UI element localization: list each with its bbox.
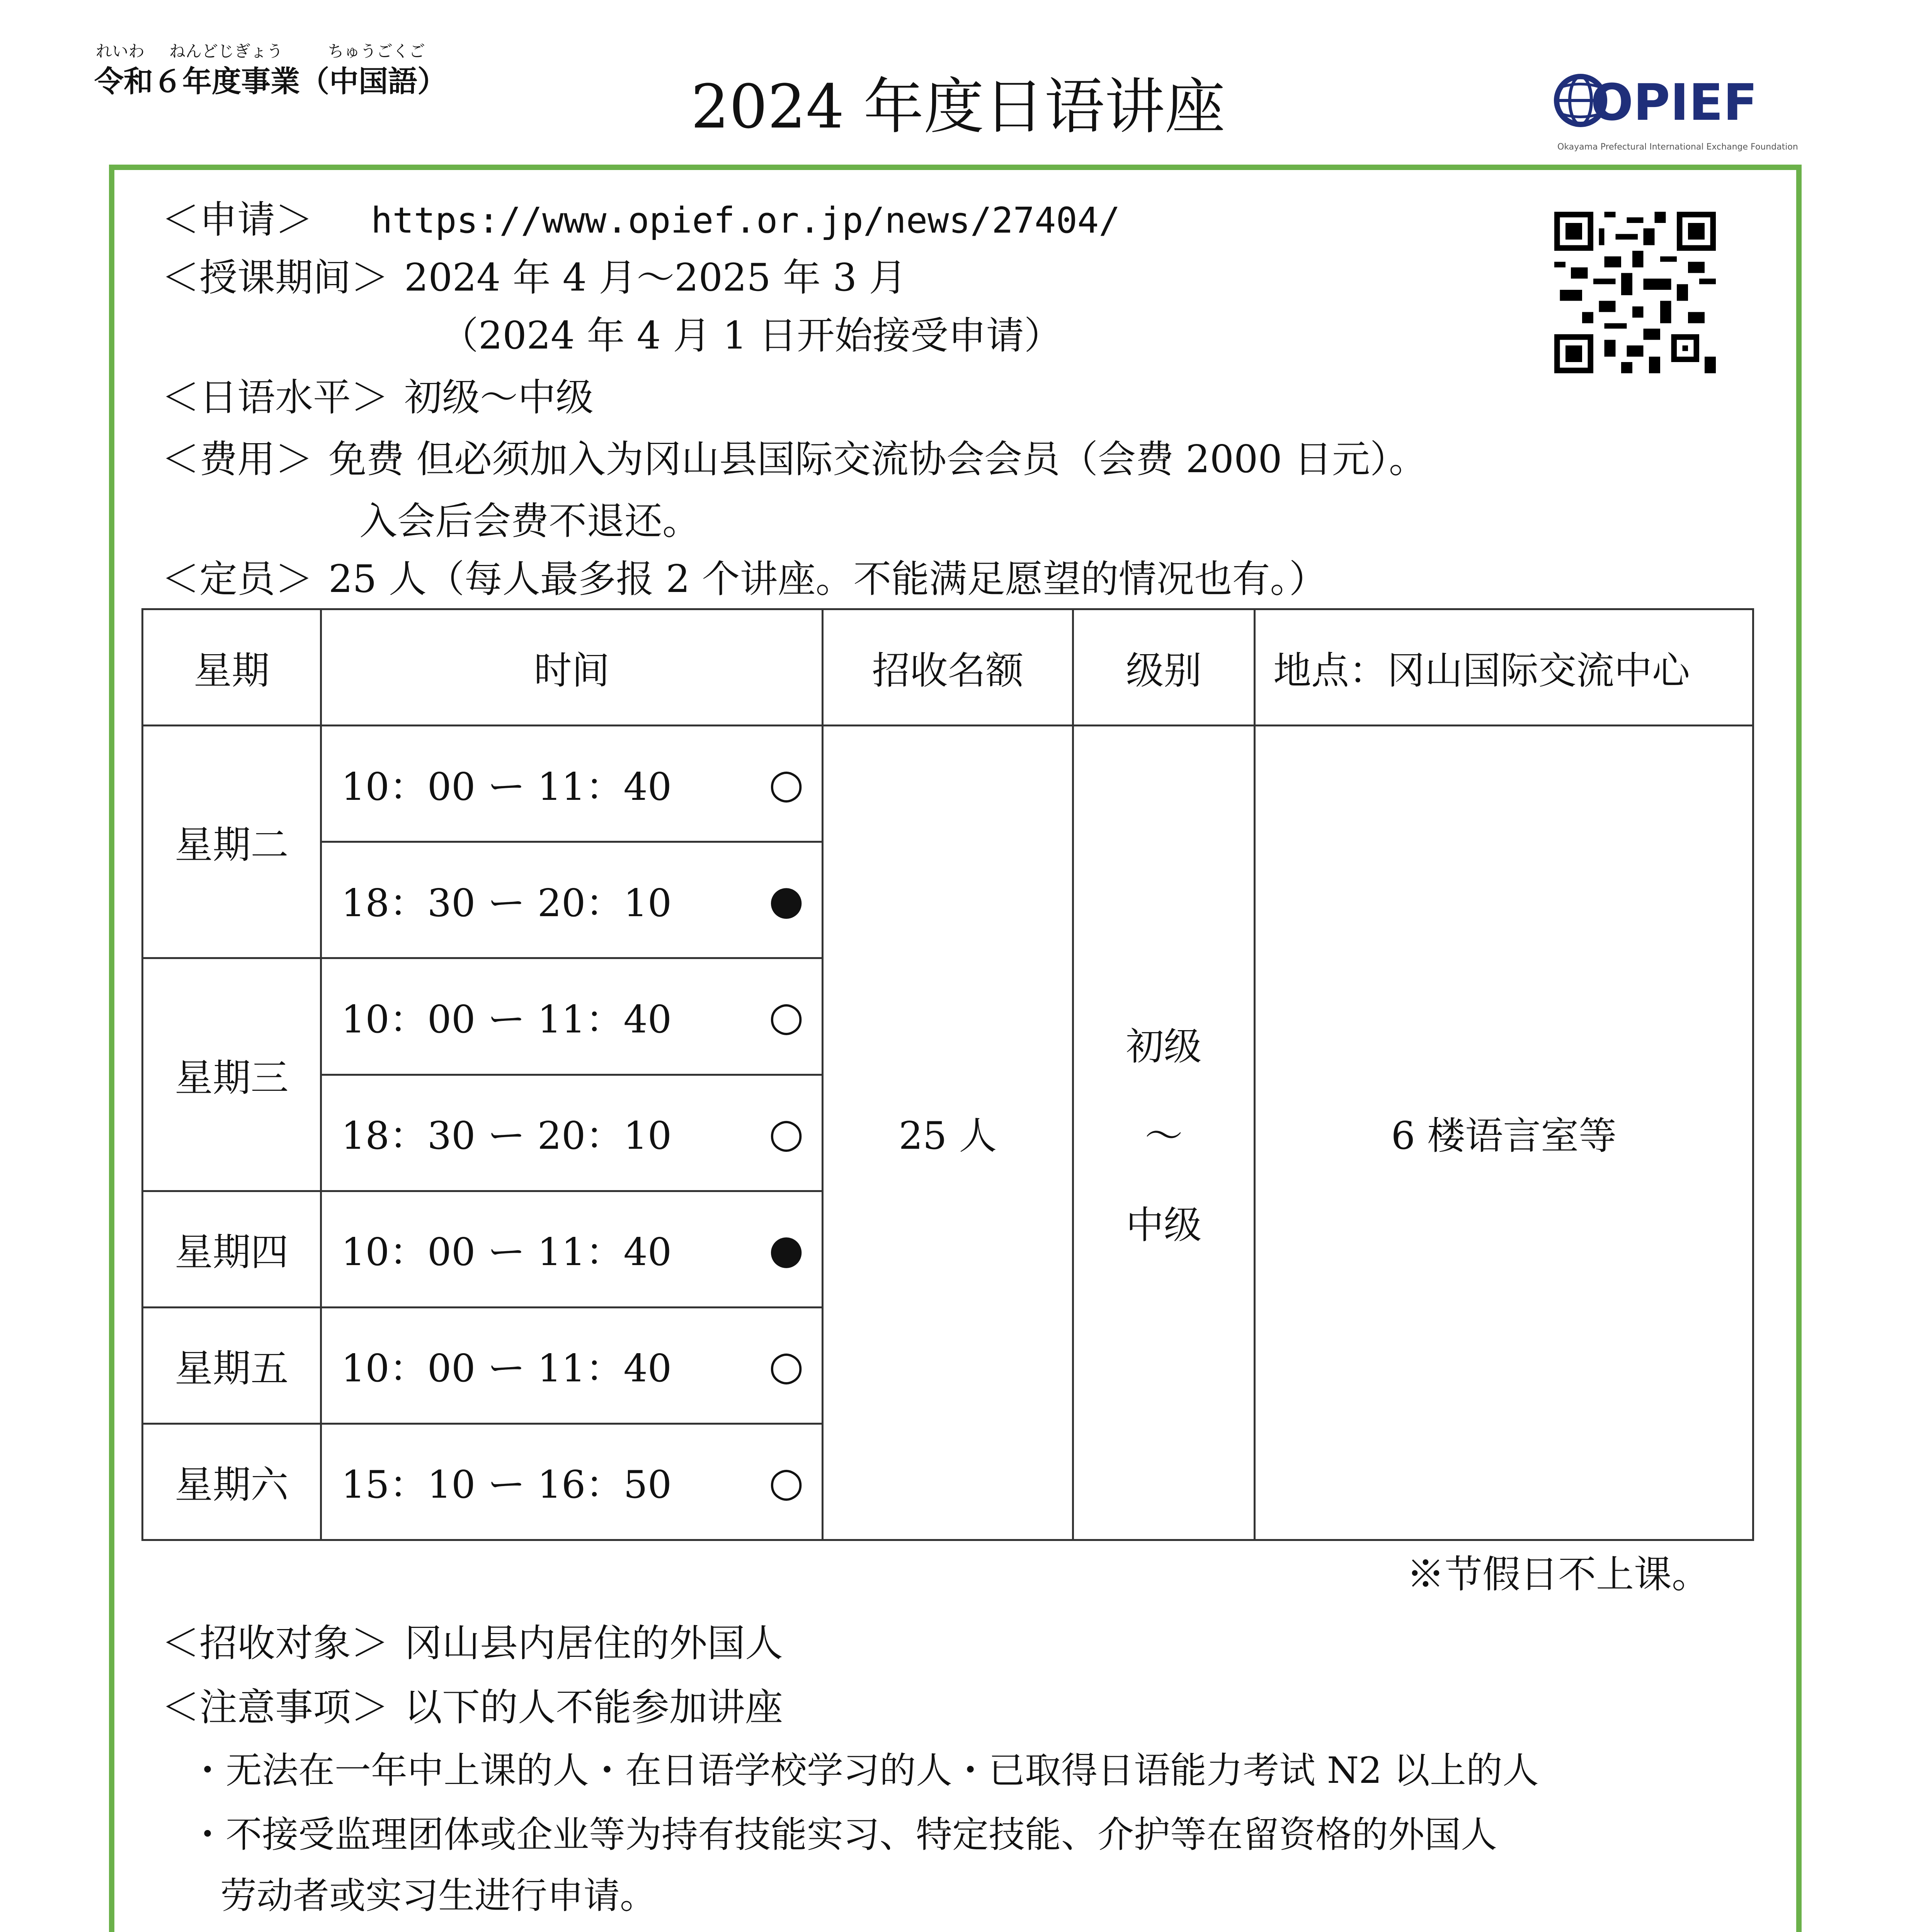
time-cell [321, 726, 823, 842]
day-cell-tue: 星期二 [143, 726, 321, 958]
teacher-mark: ● [769, 1225, 804, 1273]
time-cell [321, 842, 823, 958]
notes-label: ＜注意事项＞ [162, 1685, 389, 1730]
day-cell-thu: 星期四 [143, 1191, 321, 1307]
period-label: ＜授课期间＞ [162, 256, 389, 300]
teacher-mark: ○ [769, 1109, 804, 1156]
opief-logo [1554, 58, 1754, 151]
header-level: 级别 [1073, 609, 1255, 726]
note-item-2: ・不接受监理团体或企业等为持有技能实习、特定技能、介护等在留资格的外国人 [189, 1814, 1497, 1856]
ruby-reiwa: れいわ [96, 42, 145, 61]
day-cell-fri: 星期五 [143, 1307, 321, 1423]
qr-code-icon [1554, 212, 1716, 373]
target-value: 冈山县内居住的外国人 [404, 1621, 783, 1665]
capacity-line [162, 549, 1327, 603]
program-label: 令和６年度事業（中国語） [94, 64, 447, 99]
qr-code-apply[interactable] [1554, 212, 1716, 373]
teacher-mark: ○ [769, 760, 804, 808]
time-cell [321, 1423, 823, 1540]
period-note: （2024 年 4 月 1 日开始接受申请） [441, 314, 1062, 358]
level-mid: ～ [1145, 1114, 1183, 1158]
time-text: 10：00 ー 11：40 [341, 997, 672, 1042]
fee-line [162, 429, 1427, 483]
notes-line [162, 1677, 783, 1731]
level-label: ＜日语水平＞ [162, 376, 389, 420]
header-day: 星期 [143, 609, 321, 726]
globe-icon [1554, 58, 1754, 151]
apply-line [162, 189, 1120, 244]
period-line [162, 247, 907, 302]
header-capacity: 招收名额 [823, 609, 1073, 726]
level-line [162, 367, 594, 422]
place-cell: 6 楼语言室等 [1255, 726, 1753, 1540]
time-text: 10：00 ー 11：40 [341, 765, 672, 809]
ruby-nendojigyou: ねんどじぎょう [169, 42, 283, 61]
capacity-value: 25 人（每人最多报 2 个讲座。不能满足愿望的情况也有。） [328, 557, 1327, 601]
capacity-cell: 25 人 [823, 726, 1073, 1540]
holiday-note: ※节假日不上课。 [1407, 1553, 1710, 1597]
apply-url[interactable]: https://www.opief.or.jp/news/27404/ [371, 200, 1120, 241]
time-cell [321, 958, 823, 1075]
logo-subtext: Okayama Prefectural International Exchange Foundation [1557, 142, 1798, 152]
teacher-mark: ● [769, 876, 804, 924]
header-time: 时间 [321, 609, 823, 726]
teacher-mark: ○ [769, 993, 804, 1040]
level-top: 初级 [1126, 1025, 1202, 1069]
time-text: 18：30 ー 20：10 [341, 881, 672, 925]
day-cell-sat: 星期六 [143, 1423, 321, 1540]
target-line [162, 1613, 783, 1667]
time-text: 18：30 ー 20：10 [341, 1114, 672, 1158]
notes-value: 以下的人不能参加讲座 [404, 1685, 783, 1730]
table-row [143, 726, 1753, 842]
teacher-mark: ○ [769, 1458, 804, 1505]
time-text: 10：00 ー 11：40 [341, 1347, 672, 1391]
teacher-mark: ○ [769, 1342, 804, 1389]
time-text: 10：00 ー 11：40 [341, 1230, 672, 1275]
time-cell [321, 1075, 823, 1191]
schedule-table [141, 608, 1754, 1541]
fee-note: 入会后会费不退还。 [359, 499, 701, 543]
level-bottom: 中级 [1126, 1203, 1202, 1248]
capacity-label: ＜定员＞ [162, 557, 313, 601]
apply-label: ＜申请＞ [162, 198, 313, 242]
time-cell [321, 1307, 823, 1423]
time-text: 15：10 ー 16：50 [341, 1463, 672, 1507]
table-header-row [143, 609, 1753, 726]
note-item-1: ・无法在一年中上课的人・在日语学校学习的人・已取得日语能力考试 N2 以上的人 [189, 1750, 1539, 1792]
level-value: 初级～中级 [404, 376, 594, 420]
header-place: 地点：冈山国际交流中心 [1255, 609, 1753, 726]
fee-label: ＜费用＞ [162, 437, 313, 481]
ruby-chuugokugo: ちゅうごくご [328, 42, 425, 61]
note-item-2b: 劳动者或实习生进行申请。 [220, 1875, 657, 1917]
logo-wordmark: OPIEF [1591, 73, 1754, 132]
day-cell-wed: 星期三 [143, 958, 321, 1191]
teacher-label [162, 1930, 805, 1932]
page-title: 2024 年度日语讲座 [691, 71, 1225, 142]
time-cell [321, 1191, 823, 1307]
fee-value: 免费 但必须加入为冈山县国际交流协会会员（会费 2000 日元）。 [328, 437, 1427, 481]
period-value: 2024 年 4 月～2025 年 3 月 [404, 256, 907, 300]
target-label: ＜招收对象＞ [162, 1621, 389, 1665]
level-cell [1073, 726, 1255, 1540]
